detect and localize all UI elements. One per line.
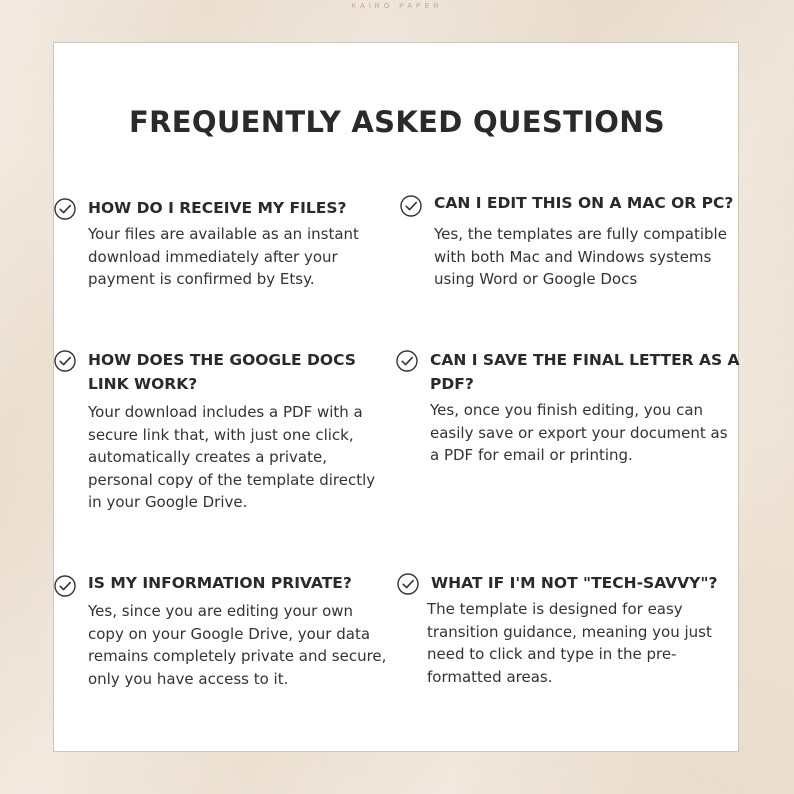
faq-answer: Yes, since you are editing your own copy on your Google Drive, your data remains completely private and secure, only you have access to it. [88,602,387,688]
faq-answer: Yes, once you finish editing, you can easily save or export your document as a PDF for email or printing. [430,401,728,464]
faq-answer: The template is designed for easy transition guidance, meaning you just need to click and type in the pre-formatted areas. [427,600,712,686]
check-circle-icon [54,350,76,372]
page-title: FREQUENTLY ASKED QUESTIONS [129,105,665,139]
check-circle-icon [397,573,419,595]
faq-question: HOW DO I RECEIVE MY FILES? [88,199,347,217]
check-circle-icon [54,575,76,597]
faq-question: CAN I SAVE THE FINAL LETTER AS A PDF? [430,351,740,393]
faq-answer: Your files are available as an instant download immediately after your payment is confirmed by Etsy. [88,225,359,288]
faq-answer: Yes, the templates are fully compatible with both Mac and Windows systems using Word or Google Docs [434,225,727,288]
check-circle-icon [400,195,422,217]
check-circle-icon [396,350,418,372]
faq-answer: Your download includes a PDF with a secure link that, with just one click, automatically creates a private, personal copy of the template directly in your Google Drive. [88,403,376,511]
faq-question: CAN I EDIT THIS ON A MAC OR PC? [434,194,734,212]
check-circle-icon [54,198,76,220]
brand-name: KAIRO PAPER [351,3,443,10]
faq-question: HOW DOES THE GOOGLE DOCS LINK WORK? [88,351,356,393]
faq-question: IS MY INFORMATION PRIVATE? [88,574,352,592]
faq-question: WHAT IF I'M NOT "TECH-SAVVY"? [431,574,718,592]
